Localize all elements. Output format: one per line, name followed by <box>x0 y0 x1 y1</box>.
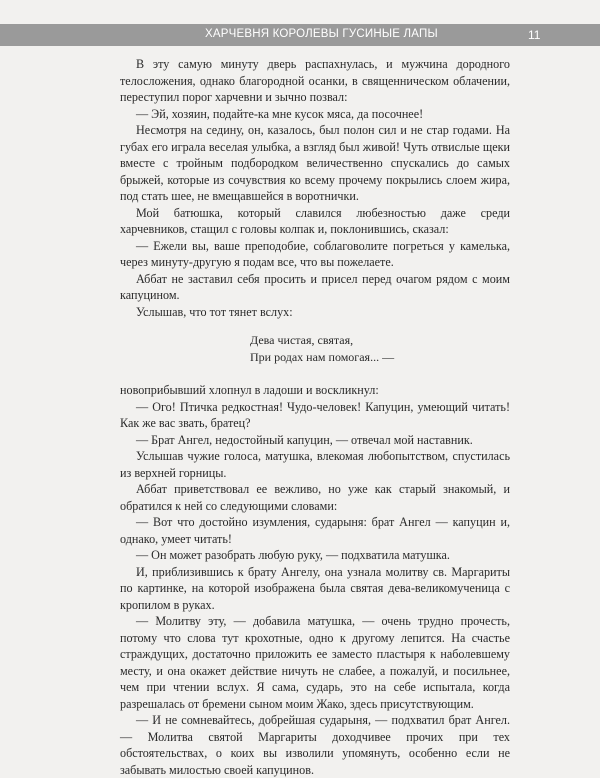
verse-line: При родах нам помогая... — <box>250 349 395 364</box>
verse-quote <box>120 332 510 365</box>
paragraph: В эту самую минуту дверь распахнулась, и мужчина дородного телосложения, однако благородной осанки, в священническом облачении, переступил порог харчевни и зычно позвал: <box>120 57 510 104</box>
paragraph: — Ого! Птичка редкостная! Чудо-человек! Капуцин, умеющий читать! Как же вас звать, братец? <box>120 399 510 430</box>
paragraph: — Эй, хозяин, подайте-ка мне кусок мяса, да посочнее! <box>136 106 424 121</box>
paragraph: — Вот что достойно изумления, сударыня: брат Ангел — капуцин и, однако, умеет читать! <box>120 515 510 546</box>
paragraph: — Брат Ангел, недостойный капуцин, — отвечал мой наставник. <box>136 432 473 447</box>
paragraph: — Ежели вы, ваше преподобие, соблаговолите погреться у камелька, через минуту-другую я подам все, что вы пожелаете. <box>120 238 510 269</box>
paragraph: И, приблизившись к брату Ангелу, она узнала молитву св. Маргариты по картинке, на которой изображена была святая дева-великомученица с кропилом в руках. <box>120 564 510 612</box>
running-header-title: ХАРЧЕВНЯ КОРОЛЕВЫ ГУСИНЫЕ ЛАПЫ <box>205 28 438 40</box>
paragraph: — Он может разобрать любую руку, — подхватила матушка. <box>136 548 450 562</box>
paragraph: — Молитву эту, — добавила матушка, — очень трудно прочесть, потому что слова тут крохотные, одно к другому лепится. На счастье страждущих, достаточно приложить ее заместо пластыря к наболевшему месту, и она окажет действие ничуть не слабее, а пожалуй, и посильнее, чем при чтении вслух. Я сама, сударь, это на себе испытала, когда разрешалась от бремени сыном моим Жако, здесь присутствующим. <box>120 614 510 711</box>
paragraph: Услышав чужие голоса, матушка, влекомая любопытством, спустилась из верхней горницы. <box>120 449 510 480</box>
paragraph: Аббат не заставил себя просить и присел перед очагом рядом с моим капуцином. <box>120 271 510 302</box>
page-number: 11 <box>528 28 541 42</box>
paragraph: Несмотря на седину, он, казалось, был полон сил и не стар годами. На губах его играла веселая улыбка, а взгляд был живой! Чуть отвислые щеки вместе с тройным подбородком величественно спускались до самых брыжей, которые из сочувствия ко всему прочему покрылись слоем жира, под стать шее, не вмещавшейся в воротнички. <box>120 123 510 203</box>
paragraph-continuation: новоприбывший хлопнул в ладоши и воскликнул: <box>120 383 379 397</box>
paragraph: Услышав, что тот тянет вслух: <box>136 304 293 319</box>
paragraph: Мой батюшка, который славился любезностью даже среди харчевников, стащил с головы колпак и, поклонившись, сказал: <box>120 205 510 236</box>
paragraph: Аббат приветствовал ее вежливо, но уже как старый знакомый, и обратился к ней со следующими словами: <box>120 482 510 513</box>
paragraph: — И не сомневайтесь, добрейшая сударыня, — подхватил брат Ангел. — Молитва святой Маргариты доходчивее прочих при тех обстоятельствах, о коих вы изволили упомянуть, особенно если не забывать милостью своей капуцинов. <box>120 713 510 777</box>
body-text <box>120 56 510 778</box>
verse-line: Дева чистая, святая, <box>250 333 354 347</box>
